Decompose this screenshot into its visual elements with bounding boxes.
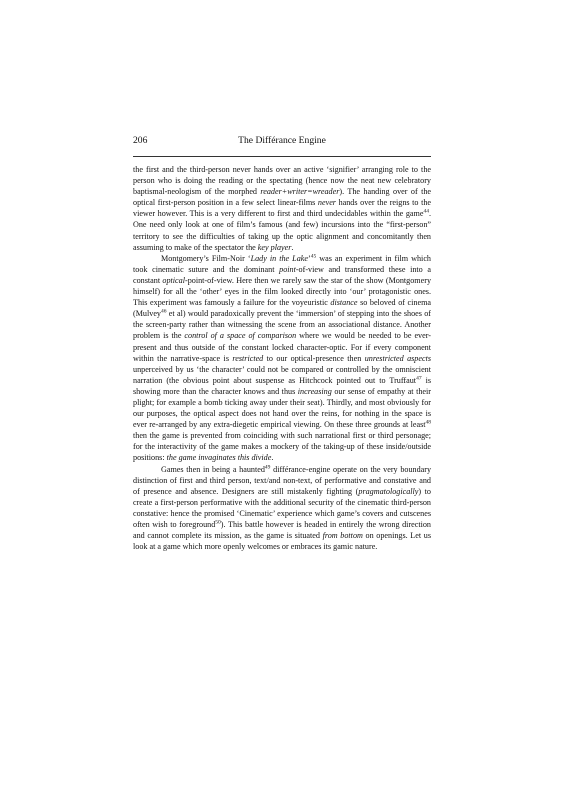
text-run: ). The handing over of the optical first-person position in a few select linear-films (133, 187, 431, 208)
footnote-ref: 47 (416, 375, 422, 382)
text-run: on openings. Let us look at a game which more openly welcomes or embraces its gamic nature. (133, 531, 432, 552)
text-run: where we would be needed to be ever-present and thus outside of the constant locked character-optic. For if every component within the narrative-space is (133, 331, 431, 363)
body-text (133, 164, 431, 552)
italic-run: never (317, 198, 336, 208)
footnote-ref: 45 (310, 253, 317, 260)
text-run: was an experiment in film which took cinematic suture and the dominant (133, 253, 431, 274)
text-run: so beloved of cinema (Mulvey (133, 298, 431, 319)
text-run: ’ (307, 253, 311, 263)
paragraph (133, 464, 431, 553)
text-run: -of-view and transformed these into a constant (133, 264, 431, 285)
paragraph (133, 164, 431, 253)
running-title: The Différance Engine (238, 135, 326, 146)
text-run: Games then in being a haunted (161, 464, 265, 474)
italic-run: the game invaginates this divide (166, 453, 272, 463)
text-run: then the game is prevented from coinciding with such narrational first or third personage; for the interactivity of the game makes a mockery of the taking-up of these inside/outside positions: (133, 431, 431, 463)
italic-run: optical (162, 275, 185, 285)
footnote-ref: 50 (215, 519, 221, 526)
italic-run: restricted (232, 353, 264, 363)
text-run: différance-engine operate on the very boundary distinction of first and third person, text/and non-text, of performative and constative and of presence and absence. Designers are still mistakenly fighting ( (133, 464, 432, 496)
italic-run: point (279, 264, 296, 274)
text-run: hands over the reigns to the viewer however. This is a very different to first and third undecidables within the game (133, 198, 432, 219)
italic-run: distance (330, 298, 358, 308)
text-run: Montgomery’s Film-Noir ‘ (161, 253, 251, 263)
footnote-ref: 44 (423, 208, 429, 215)
text-run: -point-of-view. Here then we rarely saw the star of the show (Montgomery himself) for all the ‘other’ eyes in the film looked directly into ‘our’ protagonistic ones. This experiment was famously a failure for the voyeuristic (133, 275, 432, 308)
page-header (133, 135, 431, 149)
header-rule (133, 156, 431, 157)
italic-run: reader+writer=wreader (260, 187, 340, 197)
text-run: . (271, 453, 274, 463)
italic-run: pragmatologically (358, 486, 419, 496)
footnote-ref: 46 (160, 308, 167, 315)
text-run: is showing more than the character knows and thus (133, 375, 431, 396)
paragraph (133, 253, 431, 464)
text-run: ). This battle however is headed in entirely the wrong direction and cannot complete its mission, as the game is situated (133, 520, 431, 541)
text-run: . One need only look at one of film’s famous (and few) incursions into the “first-person” territory to see the difficulties of taking up the optic alignment and concomitantly then assuming to make of the spectator the (133, 209, 431, 252)
text-run: unperceived by us ‘the character’ could not be compared or controlled by the omniscient narration (the obvious point about suspense as Hitchcock pointed out to Truffaut (133, 364, 431, 385)
italic-run: increasing (297, 386, 332, 396)
italic-run: from bottom (322, 531, 363, 541)
text-run: et al) would paradoxically prevent the ‘immersion’ of stepping into the shoes of the screen-party rather than witnessing the scene from an associational distance. Another problem is the (133, 309, 431, 341)
italic-run: key player (257, 242, 292, 252)
footnote-ref: 49 (264, 463, 271, 470)
text-run: . (291, 242, 294, 252)
page-number: 206 (133, 135, 148, 146)
text-run: to our optical-presence then (263, 353, 365, 363)
text-run: the first and the third-person never hands over an active ‘signifier’ arranging role to the person who is doing the reading or the spectating (hence now the neat new celebratory baptismal-neologism of the morphed (133, 165, 431, 197)
footnote-ref: 48 (425, 419, 431, 426)
italic-run: Lady in the Lake (250, 253, 308, 263)
italic-run: unrestricted aspects (364, 353, 431, 363)
italic-run: control of a space of comparison (184, 331, 297, 341)
text-run: our sense of empathy at their plight; for example a bomb ticking away under their seat). Thirdly, and most obviously for our purposes, the optical aspect does not hand over the reins, for nothing in the space is ever re-arranged by any extra-diegetic empirical viewing. On these three grounds at least (133, 386, 431, 430)
text-run: ) to create a first-person performative with the additional security of the cinematic third-person constative: hence the promised ‘Cinematic’ experience which game’s covers and cutscenes often wish to foreground (133, 486, 431, 529)
